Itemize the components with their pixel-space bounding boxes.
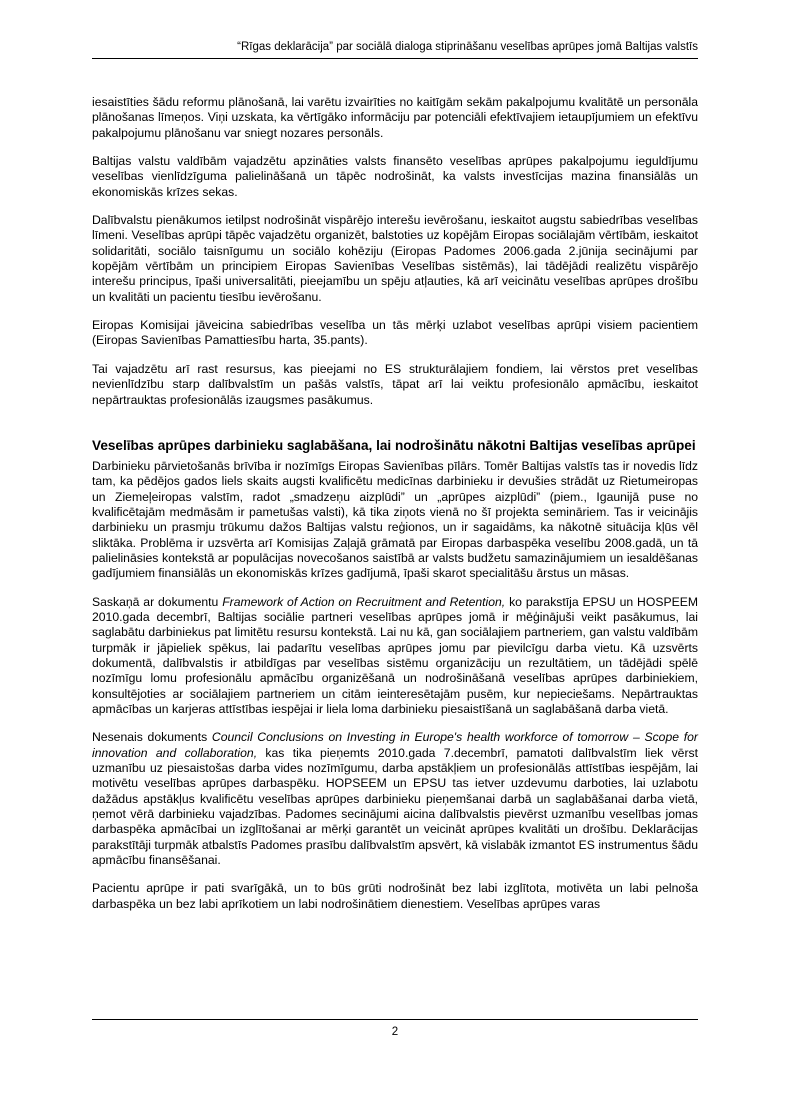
paragraph-framework [92,595,698,718]
paragraph-patient-care: Pacientu aprūpe ir pati svarīgākā, un to būs grūti nodrošināt bez labi izglītota, motivēta un labi pelnoša darbaspēka un bez labi aprīkotiem un labi nodrošinātiem dienestiem. Veselības aprūpes varas [92,881,698,911]
paragraph-mobility: Darbinieku pārvietošanās brīvība ir nozīmīgs Eiropas Savienības pīlārs. Tomēr Baltijas valstīs tas ir novedis līdz tam, ka pēdējos gados liels skaits augsti kvalificētu medicīnas darbinieku ir devušies strādāt uz Rietumeiropas un Ziemeļeiropas valstīm, radot „smadzeņu aizplūdi” un „aprūpes aizplūdi” (piem., Igaunijā puse no kvalificētajām medmāsām ir pametušas valsti), kā tika ziņots vienā no šī projekta semināriem. Tas ir veicinājis darbinieku un prasmju trūkumu dažos Baltijas valstu reģionos, un ir sagaidāms, ka nākotnē situācija kļūs vēl sliktāka. Problēma ir uzsvērta arī Komisijas Zaļajā grāmatā par Eiropas darbaspēka veselību 2008.gadā, un tā palielināsies kontekstā ar populācijas novecošanos saistībā ar valsts budžetu samazinājumiem un iesaldēšanas gadījumiem finansiālās un ekonomiskās krīzes gadījumā, īpaši skarot specialitāšu ārstus un māsas. [92,458,698,581]
framework-document-title: Framework of Action on Recruitment and Retention, [222,594,506,609]
header-divider [92,58,698,59]
framework-lead: Saskaņā ar dokumentu [92,594,223,609]
page-body [92,95,698,925]
paragraph-member-states: Dalībvalstu pienākumos ietilpst nodrošināt vispārējo interešu ievērošanu, ieskaitot augstu sabiedrības veselības līmeni. Veselības aprūpi tāpēc vajadzētu organizēt, balstoties uz kopējām Eiropas sociālajām vērtībām, ieskaitot solidaritāti, sociālo taisnīgumu un sociālo kohēziju (Eiropas Padomes 2006.gada 2.jūnija secinājumi par kopējām vērtībām un principiem Eiropas Savienības Veselības sistēmās), lai tādējādi realizētu vispārējo interešu principus, īpaši universalitāti, pieejamību un spēju atļauties, kā arī veicinātu veselības aprūpes drošību un kvalitāti un pacientu tiesību ievērošanu. [92,213,698,304]
paragraph-council-conclusions [92,730,698,868]
paragraph-commission: Eiropas Komisijai jāveicina sabiedrības veselība un tās mērķi uzlabot veselības aprūpi visiem pacientiem (Eiropas Savienības Pamattiesību harta, 35.pants). [92,318,698,348]
footer-divider [92,1019,698,1020]
running-header: “Rīgas deklarācija” par sociālā dialoga stiprināšanu veselības aprūpes jomā Baltijas valstīs [237,41,698,53]
council-document-title: Council Conclusions on Investing in Europe's health workforce of tomorrow – Scope for innovation and collaboration, [92,730,698,760]
council-lead: Nesenais dokuments [92,730,212,745]
paragraph-structural-funds: Tai vajadzētu arī rast resursus, kas pieejami no ES strukturālajiem fondiem, lai vērstos pret veselības nevienlīdzību starp dalībvalstīm un pašās valstīs, tāpat arī lai veiktu profesionālo apmācību, ieskaitot nepārtrauktas profesionālās izaugsmes pasākumus. [92,361,698,407]
page-number: 2 [391,1026,399,1038]
section-heading: Veselības aprūpes darbinieku saglabāšana, lai nodrošinātu nākotni Baltijas veselības aprūpei [92,437,696,453]
framework-text: ko parakstīja EPSU un HOSPEEM 2010.gada decembrī, Baltijas sociālie partneri veselības aprūpes jomā ir mēģinājuši veikt pasākumus, lai saglabātu darbiniekus pat limitētu resursu kontekstā. Lai nu kā, gan sociālajiem partneriem, gan valstu valdībām turpmāk ir jāpieliek spēkus, lai padarītu veselības aprūpes jomu par pievilcīgu darba vietu. Kā uzsvērts dokumentā, dalībvalstis ir atbildīgas par veselības sistēmu organizāciju un rezultātiem, un tādējādi spēlē nozīmīgu lomu profesionālu apmācību organizēšanā un nodrošināšanā veselības aprūpes darbiniekiem, konsultējoties ar sociālajiem partneriem un citām ieinteresētajām pusēm, kur nepieciešams. Nepārtrauktas apmācības un karjeras attīstības iespējai ir liela loma darbinieku piesaistīšanā un saglabāšanā darba vietā. [92,594,698,716]
paragraph-governments: Baltijas valstu valdībām vajadzētu apzināties valsts finansēto veselības aprūpes pakalpojumu ieguldījumu veselības vienlīdzīguma palielināšanā un tāpēc nodrošināt, ka valsts investīcijas mazina finansiālās un ekonomiskās krīzes sekas. [92,154,698,199]
paragraph-reforms: iesaistīties šādu reformu plānošanā, lai varētu izvairīties no kaitīgām sekām pakalpojumu kvalitātē un personāla plānošanas līmeņos. Viņi uzskata, ka vērtīgāko informāciju par potenciāli efektīvajiem ietaupījumiem un efektīvu pakalpojumu plānošanu var sniegt nozares personāls. [92,95,698,140]
council-text: kas tika pieņemts 2010.gada 7.decembrī, pamatoti dalībvalstīm liek vērst uzmanību uz piesaistošas darba vides nozīmīgumu, darba apstākļiem un profesionālās attīstības iespējām, lai motivētu veselības aprūpes darbaspēku. HOPSEEM un EPSU tas ietver uzdevumu darboties, lai uzlabotu dažādus apstākļus kvalificētu veselības aprūpes darbinieku pieņemšanai darbā un saglabāšanai darba vietā, ņemot vērā darbinieku vajadzības. Padomes secinājumi aicina dalībvalstis pievērst uzmanību veselības jomas darbaspēka apmācībai un izglītošanai ar mērķi garantēt un veicināt aprūpes kvalitāti un drošību. Deklarācijas parakstītāji turpmāk atbalstīs Padomes prasību dalībvalstīm apsvērt, kā vislabāk izmantot ES instrumentus šādu apmācību finansēšanai. [92,745,699,868]
